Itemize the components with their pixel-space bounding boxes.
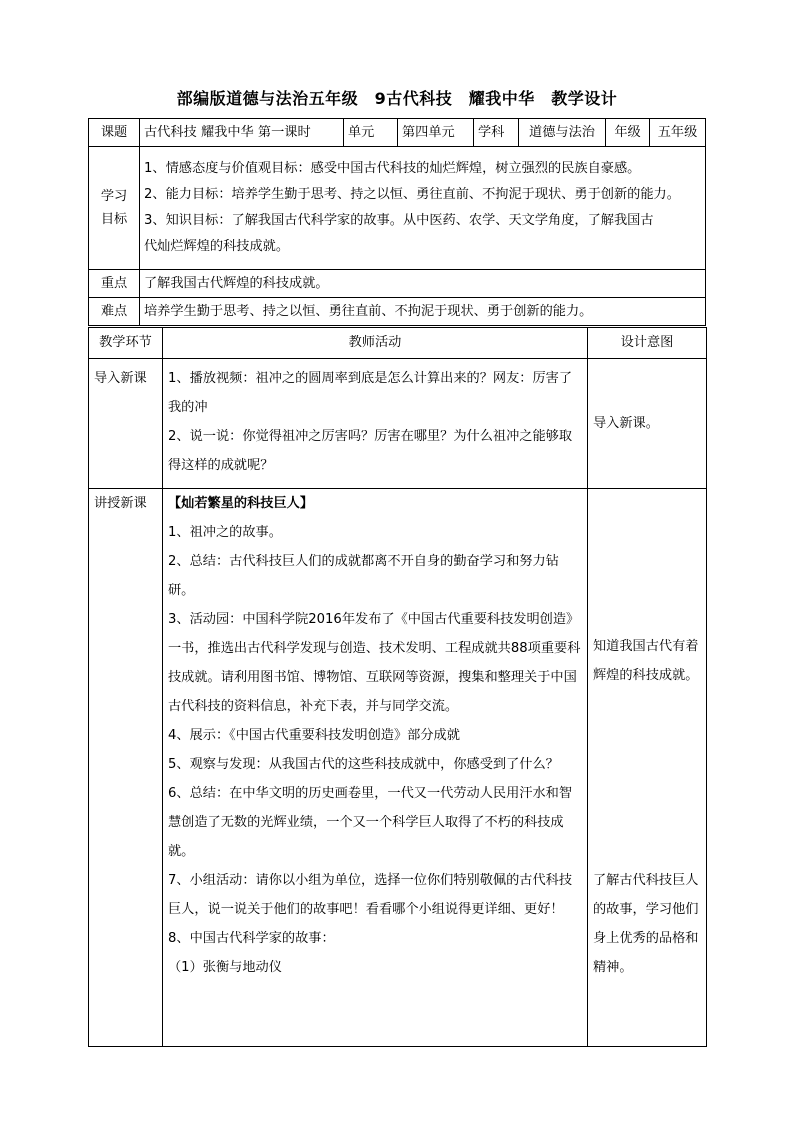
objective-line: 代灿烂辉煌的科技成就。 bbox=[144, 239, 290, 254]
teaching-stage: 讲授新课 bbox=[89, 489, 163, 1047]
page-title: 部编版道德与法治五年级 9古代科技 耀我中华 教学设计 bbox=[176, 89, 618, 108]
teaching-line: 7、小组活动：请你以小组为单位，选择一位你们特别敬佩的古代科技巨人，说一说关于他们的故事吧！看看哪个小组说得更详细、更好！ bbox=[168, 873, 573, 917]
teaching-intent-1: 知道我国古代有着辉煌的科技成就。 bbox=[593, 639, 699, 683]
key-point-text: 了解我国古代辉煌的科技成就。 bbox=[140, 270, 706, 298]
intro-line: 2、说一说：你觉得祖冲之厉害吗？厉害在哪里？为什么祖冲之能够取得这样的成就呢？ bbox=[168, 429, 573, 473]
process-header-row bbox=[89, 328, 707, 359]
teaching-line: 4、展示：《中国古代重要科技发明创造》部分成就 bbox=[168, 728, 460, 743]
objectives-label-line: 学习 bbox=[100, 189, 128, 204]
difficulty-text: 培养学生勤于思考、持之以恒、勇往直前、不拘泥于现状、勇于创新的能力。 bbox=[140, 298, 706, 326]
objectives-row bbox=[89, 147, 706, 270]
header-intent: 设计意图 bbox=[588, 328, 707, 359]
topic-value: 古代科技 耀我中华 第一课时 bbox=[140, 119, 344, 147]
lesson-info-table bbox=[88, 118, 706, 326]
teaching-activity bbox=[163, 489, 588, 1047]
teaching-process-table bbox=[88, 327, 707, 1047]
objectives-content bbox=[140, 147, 706, 270]
objective-line: 1、情感态度与价值观目标：感受中国古代科技的灿烂辉煌，树立强烈的民族自豪感。 bbox=[144, 161, 641, 176]
teaching-line: 1、祖冲之的故事。 bbox=[168, 525, 282, 540]
difficulty-row bbox=[89, 298, 706, 326]
objective-line: 3、知识目标：了解我国古代科学家的故事。从中医药、农学、天文学角度，了解我国古 bbox=[144, 213, 654, 228]
teaching-intent bbox=[588, 489, 707, 1047]
objective-line: 2、能力目标：培养学生勤于思考、持之以恒、勇往直前、不拘泥于现状、勇于创新的能力。 bbox=[144, 187, 680, 202]
intro-line: 1、播放视频：祖冲之的圆周率到底是怎么计算出来的？网友：厉害了我的冲 bbox=[168, 371, 573, 415]
teaching-line: 3、活动园：中国科学院2016年发布了《中国古代重要科技发明创造》一书，推选出古代科学发现与创造、技术发明、工程成就共88项重要科技成就。请利用图书馆、博物馆、互联网等资源，搜集和整理关于中国古代科技的资料信息，补充下表，并与同学交流。 bbox=[168, 612, 581, 714]
header-stage: 教学环节 bbox=[89, 328, 163, 359]
unit-label: 单元 bbox=[344, 119, 398, 147]
grade-label: 年级 bbox=[606, 119, 650, 147]
difficulty-label: 难点 bbox=[89, 298, 140, 326]
section-heading: 【灿若繁星的科技巨人】 bbox=[168, 496, 314, 511]
subject-value: 道德与法治 bbox=[519, 119, 606, 147]
teaching-row bbox=[89, 489, 707, 1047]
unit-value: 第四单元 bbox=[398, 119, 474, 147]
teaching-line: （1）张衡与地动仪 bbox=[168, 960, 282, 975]
grade-value: 五年级 bbox=[650, 119, 706, 147]
teaching-line: 6、总结：在中华文明的历史画卷里，一代又一代劳动人民用汗水和智慧创造了无数的光辉业绩，一个又一个科学巨人取得了不朽的科技成就。 bbox=[168, 786, 573, 859]
teaching-line: 2、总结：古代科技巨人们的成就都离不开自身的勤奋学习和努力钻研。 bbox=[168, 554, 559, 598]
intro-stage: 导入新课 bbox=[89, 359, 163, 489]
teaching-line: 5、观察与发现：从我国古代的这些科技成就中，你感受到了什么？ bbox=[168, 757, 559, 772]
teaching-line: 8、中国古代科学家的故事： bbox=[168, 931, 335, 946]
subject-label: 学科 bbox=[474, 119, 519, 147]
key-point-row bbox=[89, 270, 706, 298]
objectives-label bbox=[89, 147, 140, 270]
header-activity: 教师活动 bbox=[163, 328, 588, 359]
intro-row bbox=[89, 359, 707, 489]
intro-intent: 导入新课。 bbox=[588, 359, 707, 489]
objectives-label-line: 目标 bbox=[100, 212, 128, 227]
teaching-intent-2: 了解古代科技巨人的故事，学习他们身上优秀的品格和精神。 bbox=[593, 873, 699, 975]
key-point-label: 重点 bbox=[89, 270, 140, 298]
intro-activity bbox=[163, 359, 588, 489]
topic-label: 课题 bbox=[89, 119, 140, 147]
lesson-info-row bbox=[89, 119, 706, 147]
